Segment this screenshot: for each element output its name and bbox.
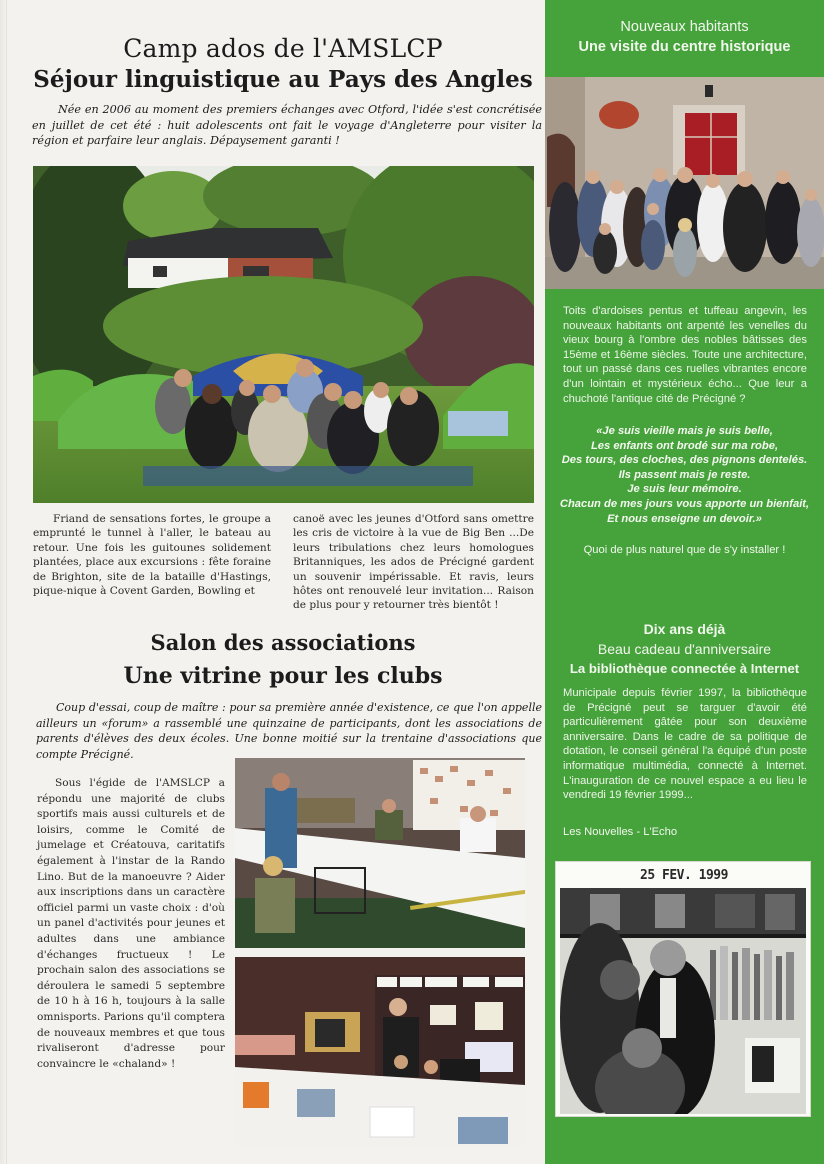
clipping-date-stamp: 25 FEV. 1999 [640, 868, 728, 883]
sidebar-closing-line: Quoi de plus naturel que de s'y installer ! [583, 544, 786, 556]
poem-line: Ils passent mais je reste. [618, 468, 751, 481]
sidebar-body-historic-visit: Toits d'ardoises pentus et tuffeau angevin, les nouveaux habitants ont arpenté les venelles du vieux bourg à l'ombre des nobles bâtisses des 15ème et 16ème siècles. Toute une architecture, tout un passé dans ces ruelles vibrantes encore d'un lointain et mystérieux écho... Que leur a chuchoté l'antique cité de Précigné ? [563, 305, 807, 405]
sidebar-subtitle-library: La bibliothèque connectée à Internet [569, 661, 800, 676]
camp-body-col1: Friand de sensations fortes, le groupe a emprunté le tunnel à l'aller, le bateau au retour. Une fois les guitounes solidement plantées, place aux excursions : fête foraine de Brighton, site de la bataille d'Hastings, pique-nique à Covent Garden, Bowling et [33, 513, 271, 598]
newspaper-clipping [555, 861, 811, 1117]
salon-title: Salon des associations [150, 630, 416, 655]
salon-photo-apel [235, 957, 525, 1146]
sidebar-photo-new-residents-image [545, 77, 824, 289]
sidebar-kicker-new-residents: Nouveaux habitants [620, 19, 749, 35]
camp-intro: Née en 2006 au moment des premiers échanges avec Otford, l'idée s'est concrétisée en juillet de cet été : huit adolescents ont fait le voyage d'Angleterre pour visiter la région et parfaire leur anglais. Dépaysement garanti ! [32, 103, 542, 147]
sidebar-title-anniversary: Beau cadeau d'anniversaire [597, 641, 772, 657]
sidebar-source-credit: Les Nouvelles - L'Echo [563, 826, 678, 838]
salon-subtitle: Une vitrine pour les clubs [123, 663, 443, 689]
sidebar-title-historic-visit: Une visite du centre historique [578, 39, 791, 55]
poem-line: Et nous enseigne un devoir.» [607, 512, 762, 525]
clipping-photo [560, 888, 806, 1114]
camp-title: Camp ados de l'AMSLCP [123, 34, 443, 63]
clipping-photo-image [560, 888, 806, 1114]
camp-photo [33, 166, 534, 503]
sidebar-kicker-ten-years: Dix ans déjà [643, 621, 726, 637]
poem-line: «Je suis vieille mais je suis belle, [596, 425, 773, 437]
salon-photo-apel-image [235, 957, 525, 1146]
page-edge [0, 0, 7, 1164]
sidebar-body-library: Municipale depuis février 1997, la bibliothèque de Précigné peut se targuer d'avoir été particulièrement gâtée pour son deuxième anniversaire. Dans le cadre de sa politique de dotation, le conseil général l'a équipé d'un poste informatique multimédia, connecté à Internet. L'inauguration de ce nouvel espace a eu lieu le vendredi 19 février 1999... [563, 687, 807, 802]
salon-intro: Coup d'essai, coup de maître : pour sa première année d'existence, ce que l'on appelle ailleurs un «forum» a rassemblé une quinzaine de participants, dont les associations de parents d'élèves des deux écoles. Une bonne moitié sur la trentaine d'associations que compte Précigné. [36, 701, 542, 761]
camp-body-col2: canoë avec les jeunes d'Otford sans omettre les cris de victoire à la vue de Big Ben ...De leurs tribulations chez leurs homologues Britanniques, les ados de Précigné gardent un souvenir impérissable. Et ravis, leurs hôtes ont renouvelé leur invitation... Raison de plus pour y retourner très bientôt ! [293, 513, 534, 612]
salon-photo-stand [235, 758, 525, 948]
poem-line: Des tours, des cloches, des pignons dentelés. [561, 454, 808, 467]
main-column [22, 0, 544, 1164]
salon-body: Sous l'égide de l'AMSLCP a répondu une majorité de clubs sportifs mais aussi culturels et de loisirs, comme le Comité de jumelage et Créatouva, caritatifs également à l'instar de la Rando Lino. But de la manoeuvre ? Aider aux inscriptions dans un caractère officiel parmi un vaste choix : d'où un panel d'activités pour jeunes et adultes dans une ambiance d'échanges fructueux ! Le prochain salon des associations se déroulera le samedi 5 septembre de 10 h à 16 h, toujours à la salle omnisports. Parions qu'il comptera de nouveaux membres et que tous rivaliseront d'adresse pour convaincre le «chaland» ! [37, 777, 225, 1070]
sidebar-poem [549, 424, 820, 526]
salon-photo-stand-image [235, 758, 525, 948]
camp-subtitle: Séjour linguistique au Pays des Angles [33, 66, 533, 93]
poem-line: Chacun de mes jours vous apporte un bienfait, [559, 497, 810, 510]
poem-line: Les enfants ont brodé sur ma robe, [590, 439, 779, 452]
sidebar-photo-new-residents [545, 77, 824, 289]
camp-photo-image [33, 166, 534, 503]
poem-line: Je suis leur mémoire. [627, 483, 742, 496]
